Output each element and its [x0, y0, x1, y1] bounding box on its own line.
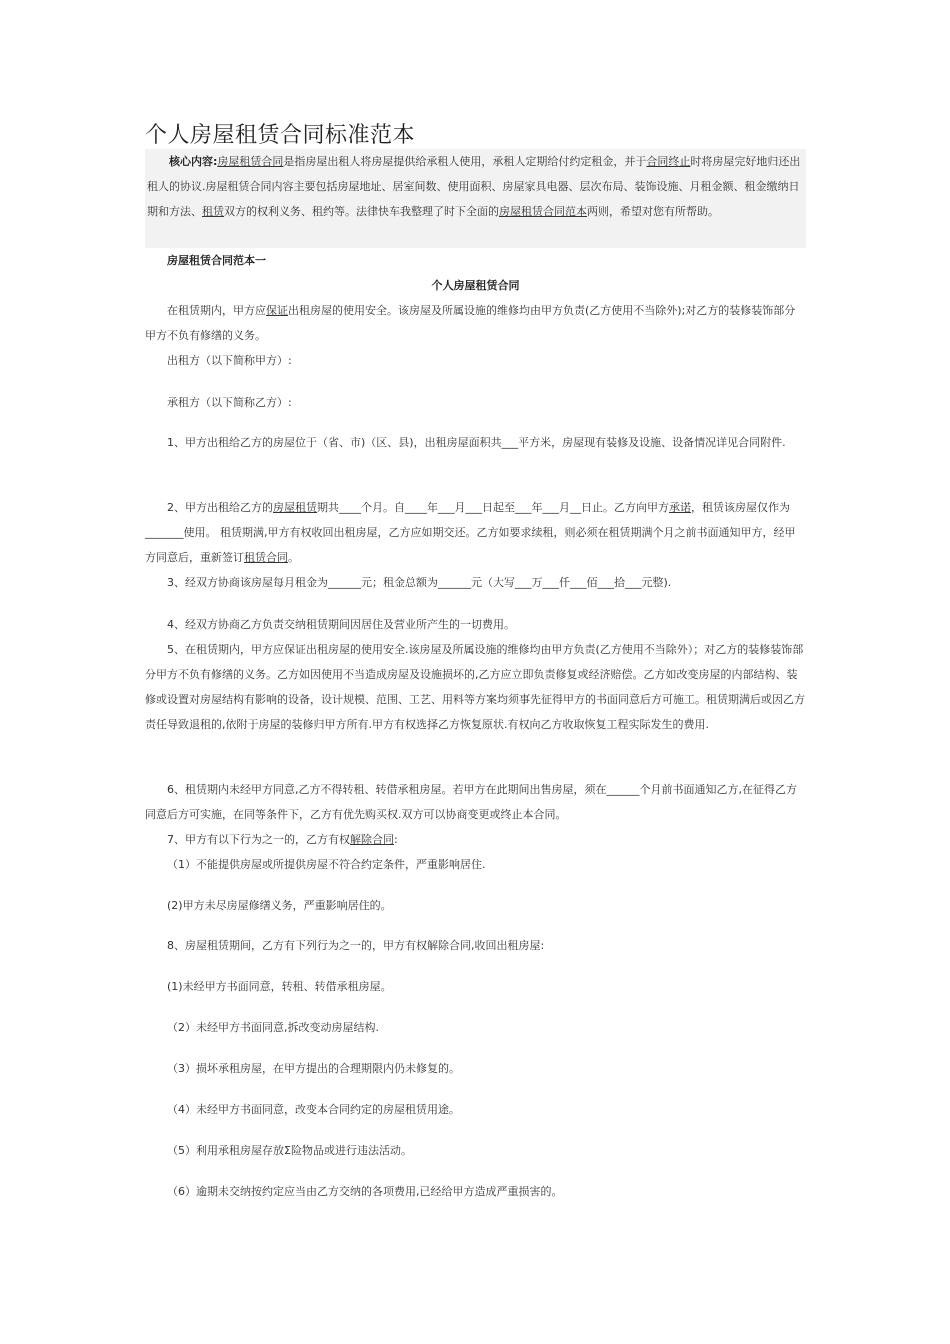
- clause-5: 5、在租赁期内，甲方应保证出租房屋的使用安全.该房屋及所属设施的维修均由甲方负责(乙方使用不当除外）；对乙方的装修装饰部分甲方不负有修缮的义务。乙方如因使用不当造成房屋及设施损坏的,乙方应立即负责修复或经济赔偿。乙方如改变房屋的内部结构、装修或设置对房屋结构有影响的设备，设计规模、范围、工艺、用料等方案均须事先征得甲方的书面同意后方可施工。租赁期满后或因乙方责任导致退租的,依附于房屋的装修归甲方所有.甲方有权选择乙方恢复原状.有权向乙方收取恢复工程实际发生的费用.: [145, 643, 805, 731]
- summary-label: 核心内容:: [169, 155, 218, 168]
- clause-8-item-2: （2）未经甲方书面同意,拆改变动房屋结构.: [167, 1021, 379, 1034]
- intro-text-b: 出租房屋的使用安全。该房屋及所属设施的维修均由甲方负责(乙方使用不当除外);对乙方的装修装饰部分甲方不负有修缮的义务。: [145, 304, 796, 342]
- clause-7-item-2-block: [145, 893, 806, 918]
- link-house-lease-contract[interactable]: 房屋租赁合同: [217, 155, 284, 168]
- clause-4: 4、经双方协商乙方负责交纳租赁期间因居住及营业所产生的一切费用。: [167, 618, 515, 631]
- clause-8-block: [145, 933, 806, 958]
- link-promise[interactable]: 承诺: [669, 501, 691, 514]
- intro-text-a: 在租赁期内，甲方应: [167, 304, 266, 317]
- contract-title: 个人房屋租赁合同: [431, 279, 520, 292]
- clause-2-4-block: [145, 495, 806, 595]
- clause-7: [145, 827, 806, 852]
- intro-paragraph: [145, 298, 806, 348]
- clause-4-5-block: [145, 612, 806, 737]
- link-house-lease[interactable]: 房屋租赁: [273, 501, 317, 514]
- clause-8: 8、房屋租赁期间，乙方有下列行为之一的，甲方有权解除合同,收回出租房屋:: [167, 939, 545, 952]
- summary-text-2: 时将房屋完好地归还出租人的协议.房屋租赁合同内容主要包括房屋地址、居室间数、使用面积、房屋家具电器、层次布局、装饰设施、月租金额、租金缴纳日期和方法、: [147, 155, 801, 218]
- clause-7-item-1: （1）不能提供房屋或所提供房屋不符合约定条件，严重影响居住.: [167, 858, 486, 871]
- clause-8-item-5: （5）利用承租房屋存放Σ险物品或进行违法活动。: [167, 1144, 412, 1157]
- clause-8-item-3-block: [145, 1056, 806, 1081]
- section-heading: 房屋租赁合同范本一: [167, 254, 266, 267]
- section-heading-block: [145, 248, 806, 373]
- clause-2-text-c: ，租赁该房屋仅作为_______使用。 租赁期满,甲方有权收回出租房屋，乙方应如期交还。乙方如要求续租，则必须在租赁期满个月之前书面通知甲方，经甲方同意后，重新签订: [145, 501, 796, 564]
- clause-6: 6、租赁期内未经甲方同意,乙方不得转租、转借承租房屋。若甲方在此期间出售房屋，须在______个月前书面通知乙方,在征得乙方同意后方可实施，在同等条件下，乙方有优先购买权.双方可以协商变更或终止本合同。: [145, 783, 797, 821]
- link-terminate-contract[interactable]: 解除合同: [350, 833, 394, 846]
- lessee-line: 承租方（以下简称乙方）:: [167, 396, 292, 409]
- clause-8-item-6-block: [145, 1179, 806, 1204]
- clause-2-text-a: 2、甲方出租给乙方的: [167, 501, 273, 514]
- clause-7-item-2: (2)甲方未尽房屋修缮义务，严重影响居住的。: [167, 899, 392, 912]
- summary-box: [145, 149, 806, 248]
- clause-2-text-b: 期共____个月。自____年___月___日起至___年___月__日止。乙方向甲方: [317, 501, 669, 514]
- clause-8-item-1: (1)未经甲方书面同意，转租、转借承租房屋。: [167, 980, 392, 993]
- link-lease-contract-template[interactable]: 房屋租赁合同范本: [499, 205, 587, 218]
- document-title: 个人房屋租赁合同标准范本: [145, 123, 416, 148]
- summary-text: [147, 149, 804, 224]
- lessor-line: 出租方（以下简称甲方）:: [167, 354, 292, 367]
- link-lease[interactable]: 租赁: [202, 205, 224, 218]
- clause-1: 1、甲方出租给乙方的房屋位于（省、市)（区、县)，出租房屋面积共___平方米，房屋现有装修及设施、设备情况详见合同附件.: [167, 436, 786, 449]
- lessee-block: [145, 390, 806, 415]
- clause-8-item-2-block: [145, 1015, 806, 1040]
- clause-8-item-3: （3）损坏承租房屋，在甲方提出的合理期限内仍未修复的。: [167, 1062, 460, 1075]
- summary-text-1: 是指房屋出租人将房屋提供给承租人使用，承租人定期给付约定租金，并于: [283, 155, 647, 168]
- link-lease-contract[interactable]: 租赁合同: [244, 551, 288, 564]
- clause-8-item-1-block: [145, 974, 806, 999]
- link-guarantee[interactable]: 保证: [266, 304, 288, 317]
- clause-1-block: [145, 430, 806, 455]
- summary-text-3: 双方的权利义务、租约等。法律快车我整理了时下全面的: [224, 205, 499, 218]
- clause-7-text-a: 7、甲方有以下行为之一的，乙方有权: [167, 833, 350, 846]
- clause-8-item-4-block: [145, 1097, 806, 1122]
- clause-2-text-d: 。: [288, 551, 299, 564]
- clause-8-item-4: （4）未经甲方书面同意，改变本合同约定的房屋租赁用途。: [167, 1103, 460, 1116]
- clause-8-item-5-block: [145, 1138, 806, 1163]
- clause-3: 3、经双方协商该房屋每月租金为______元；租金总额为______元（大写___万___仟___佰___拾___元整).: [167, 576, 672, 589]
- clause-7-text-b: :: [394, 833, 398, 846]
- clause-8-item-6: （6）逾期未交纳按约定应当由乙方交纳的各项费用,已经给甲方造成严重损害的。: [167, 1185, 563, 1198]
- summary-text-4: 两则，希望对您有所帮助。: [587, 205, 719, 218]
- link-contract-termination[interactable]: 合同终止: [646, 155, 691, 168]
- clause-6-7-block: [145, 777, 806, 877]
- clause-2: [145, 495, 806, 570]
